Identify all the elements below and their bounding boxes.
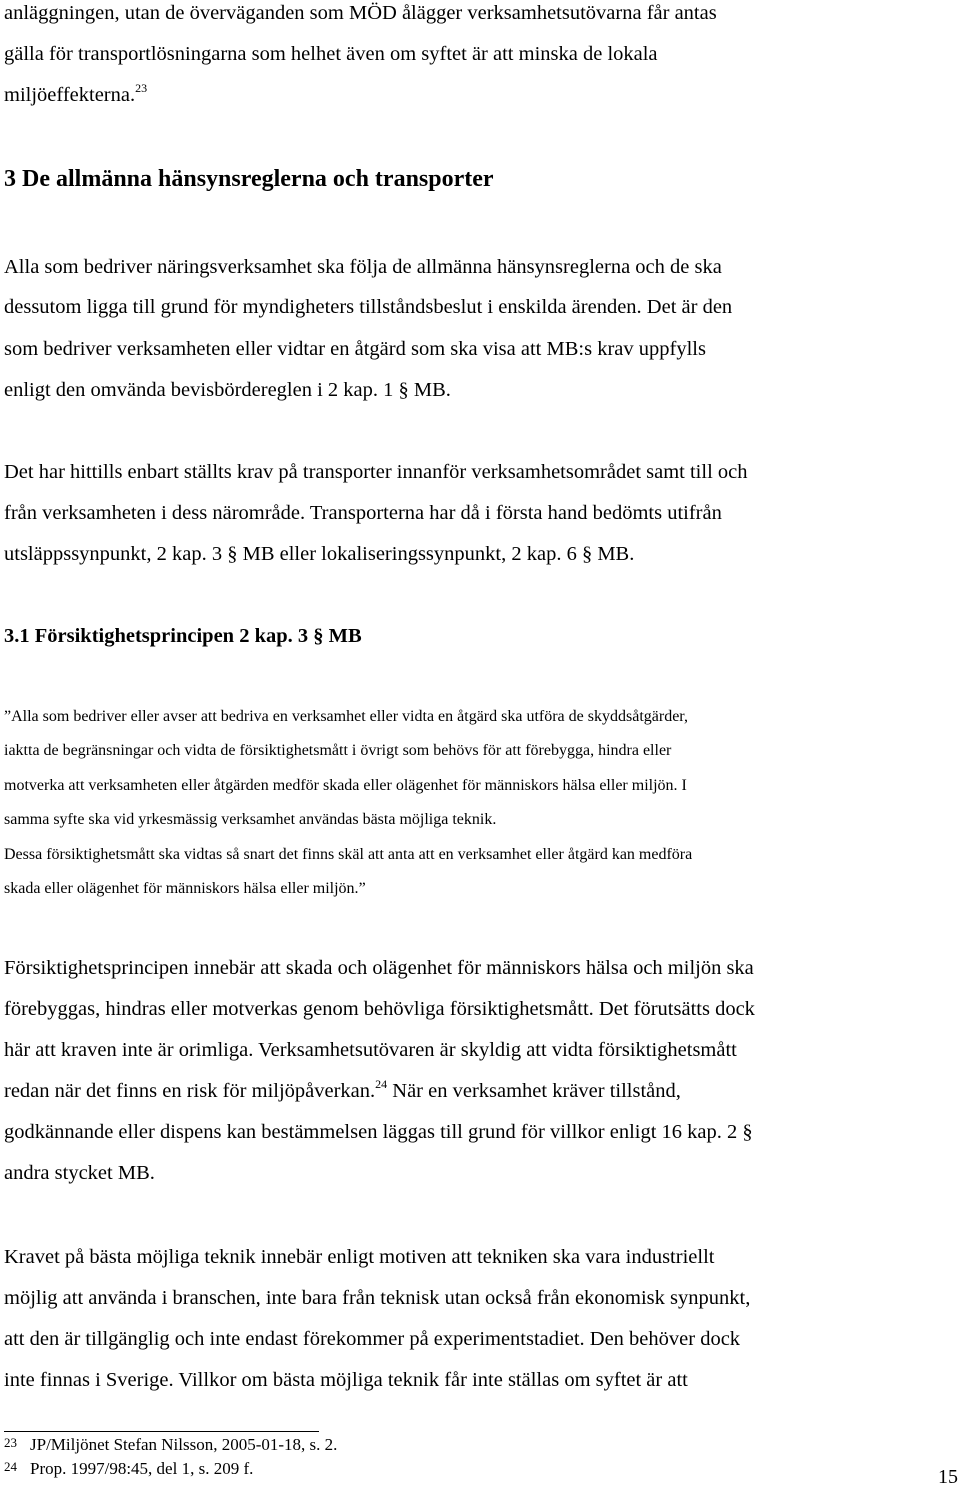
quote-line: samma syfte ska vid yrkesmässig verksamhet användas bästa möjliga teknik. (4, 811, 497, 828)
body-line: miljöeffekterna.$^{23}$ (4, 81, 148, 106)
footnote (4, 1459, 253, 1479)
open-quote: ” (4, 708, 12, 725)
quote-line: ”Alla som bedriver eller avser att bedriva en verksamhet eller vidta en åtgärd ska utföra de skyddsåtgärder, (4, 708, 688, 725)
close-quote: ” (358, 880, 366, 897)
body-line: möjlig att använda i branschen, inte bara från teknisk utan också från ekonomisk synpunkt, (4, 1287, 751, 1309)
body-line: Försiktighetsprincipen innebär att skada och olägenhet för människors hälsa och miljön ska (4, 957, 754, 979)
body-line: anläggningen, utan de överväganden som MÖD ålägger verksamhetsutövarna får antas (4, 2, 717, 24)
footnote-ref: 23 (135, 81, 148, 95)
body-line: att den är tillgänglig och inte endast förekommer på experimentstadiet. Den behöver dock (4, 1328, 741, 1350)
body-line: inte finnas i Sverige. Villkor om bästa möjliga teknik får inte ställas om syftet är att (4, 1369, 688, 1391)
body-line: som bedriver verksamheten eller vidtar en åtgärd som ska visa att MB:s krav uppfylls (4, 338, 706, 360)
body-line: dessutom ligga till grund för myndigheters tillståndsbeslut i enskilda ärenden. Det är den (4, 296, 733, 318)
body-line: enligt den omvända bevisbördereglen i 2 kap. 1 § MB. (4, 379, 451, 401)
subsection-heading: 3.1 Försiktighetsprincipen 2 kap. 3 § MB (4, 625, 362, 647)
quote-line: motverka att verksamheten eller åtgärden medför skada eller olägenhet för människors hälsa eller miljön. I (4, 777, 687, 794)
body-line: Kravet på bästa möjliga teknik innebär enligt motiven att tekniken ska vara industriellt (4, 1246, 715, 1268)
body-line: godkännande eller dispens kan bestämmelsen läggas till grund för villkor enligt 16 kap. 2 § (4, 1121, 753, 1143)
body-line: utsläppssynpunkt, 2 kap. 3 § MB eller lokaliseringssynpunkt, 2 kap. 6 § MB. (4, 543, 635, 565)
body-line: Alla som bedriver näringsverksamhet ska följa de allmänna hänsynsreglerna och de ska (4, 256, 722, 278)
body-line: redan när det finns en risk för miljöpåverkan.$^{24}$ När en verksamhet kräver tillstånd, (4, 1077, 681, 1102)
body-line: förebyggas, hindras eller motverkas genom behövliga försiktighetsmått. Det förutsätts dock (4, 998, 755, 1020)
footnote-ref: 24 (375, 1077, 388, 1091)
body-line: andra stycket MB. (4, 1162, 155, 1184)
footnote-text: JP/Miljönet Stefan Nilsson, 2005-01-18, s. 2. (30, 1435, 338, 1454)
body-line: gälla för transportlösningarna som helhet även om syftet är att minska de lokala (4, 43, 658, 65)
page-number: 15 (938, 1466, 958, 1488)
quote-line: Dessa försiktighetsmått ska vidtas så snart det finns skäl att anta att en verksamhet eller åtgärd kan medföra (4, 846, 693, 863)
quote-line: iaktta de begränsningar och vidta de försiktighetsmått i övrigt som behövs för att förebygga, hindra eller (4, 742, 672, 759)
body-line: Det har hittills enbart ställts krav på transporter innanför verksamhetsområdet samt till och (4, 461, 748, 483)
footnote-number: 23 (4, 1435, 17, 1450)
footnote (4, 1435, 337, 1455)
quote-line: skada eller olägenhet för människors hälsa eller miljön.” (4, 880, 366, 897)
footnote-number: 24 (4, 1459, 17, 1474)
section-heading: 3 De allmänna hänsynsreglerna och transporter (4, 166, 494, 192)
body-line: här att kraven inte är orimliga. Verksamhetsutövaren är skyldig att vidta försiktighetsmått (4, 1039, 737, 1061)
footnote-separator (4, 1431, 319, 1432)
body-line: från verksamheten i dess närområde. Transporterna har då i första hand bedömts utifrån (4, 502, 722, 524)
footnote-text: Prop. 1997/98:45, del 1, s. 209 f. (30, 1459, 254, 1478)
